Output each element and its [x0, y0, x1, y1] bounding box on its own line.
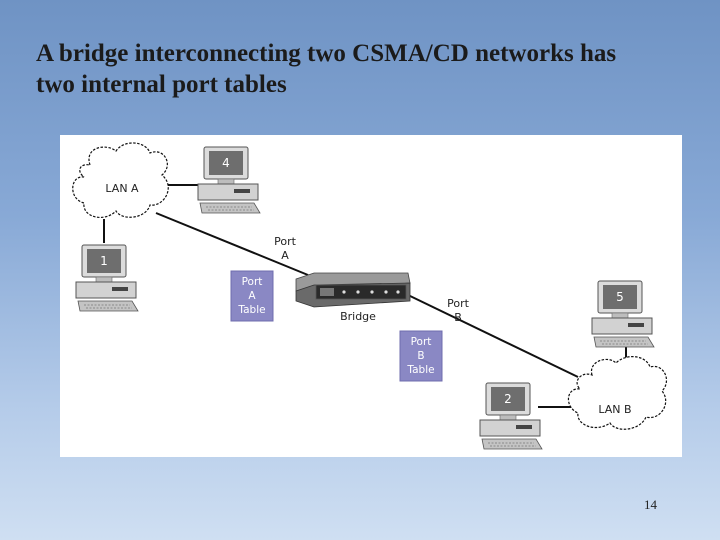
- port-a-table: [231, 271, 273, 321]
- bridge-label: Bridge: [340, 310, 376, 323]
- computer-1-label: 1: [100, 254, 108, 268]
- computer-1: [76, 245, 138, 311]
- computer-2-label: 2: [504, 392, 512, 406]
- port-a-table-line-1: Port: [241, 276, 263, 288]
- computer-5-label: 5: [616, 290, 624, 304]
- lan-a-cloud: [73, 143, 169, 217]
- computer-4: [198, 147, 260, 213]
- port-a-table-line-2: A: [248, 290, 256, 302]
- slide-title: [36, 38, 696, 100]
- slide-title-line-2: two internal port tables: [36, 71, 287, 98]
- port-b-table-line-1: Port: [410, 336, 432, 348]
- port-a-table-line-3: Table: [238, 304, 266, 316]
- port-b-label-line-2: B: [454, 311, 462, 324]
- port-b-table-line-2: B: [417, 350, 425, 362]
- port-a-label-line-1: Port: [274, 235, 296, 248]
- port-b-table-line-3: Table: [407, 364, 435, 376]
- lan-b-cloud: [568, 357, 666, 430]
- port-a-label-line-2: A: [281, 249, 289, 262]
- port-b-label-line-1: Port: [447, 297, 469, 310]
- computer-4-label: 4: [222, 156, 230, 170]
- network-diagram-panel: [60, 135, 682, 457]
- computer-2: [480, 383, 542, 449]
- network-diagram: [60, 135, 682, 457]
- slide-title-line-1: A bridge interconnecting two CSMA/CD networks has: [36, 40, 617, 67]
- lan-a-label: LAN A: [105, 182, 139, 195]
- bridge-device: [296, 273, 410, 307]
- page-number: 14: [644, 497, 657, 512]
- computer-5: [592, 281, 654, 347]
- port-b-table: [400, 331, 442, 381]
- lan-b-label: LAN B: [598, 403, 632, 416]
